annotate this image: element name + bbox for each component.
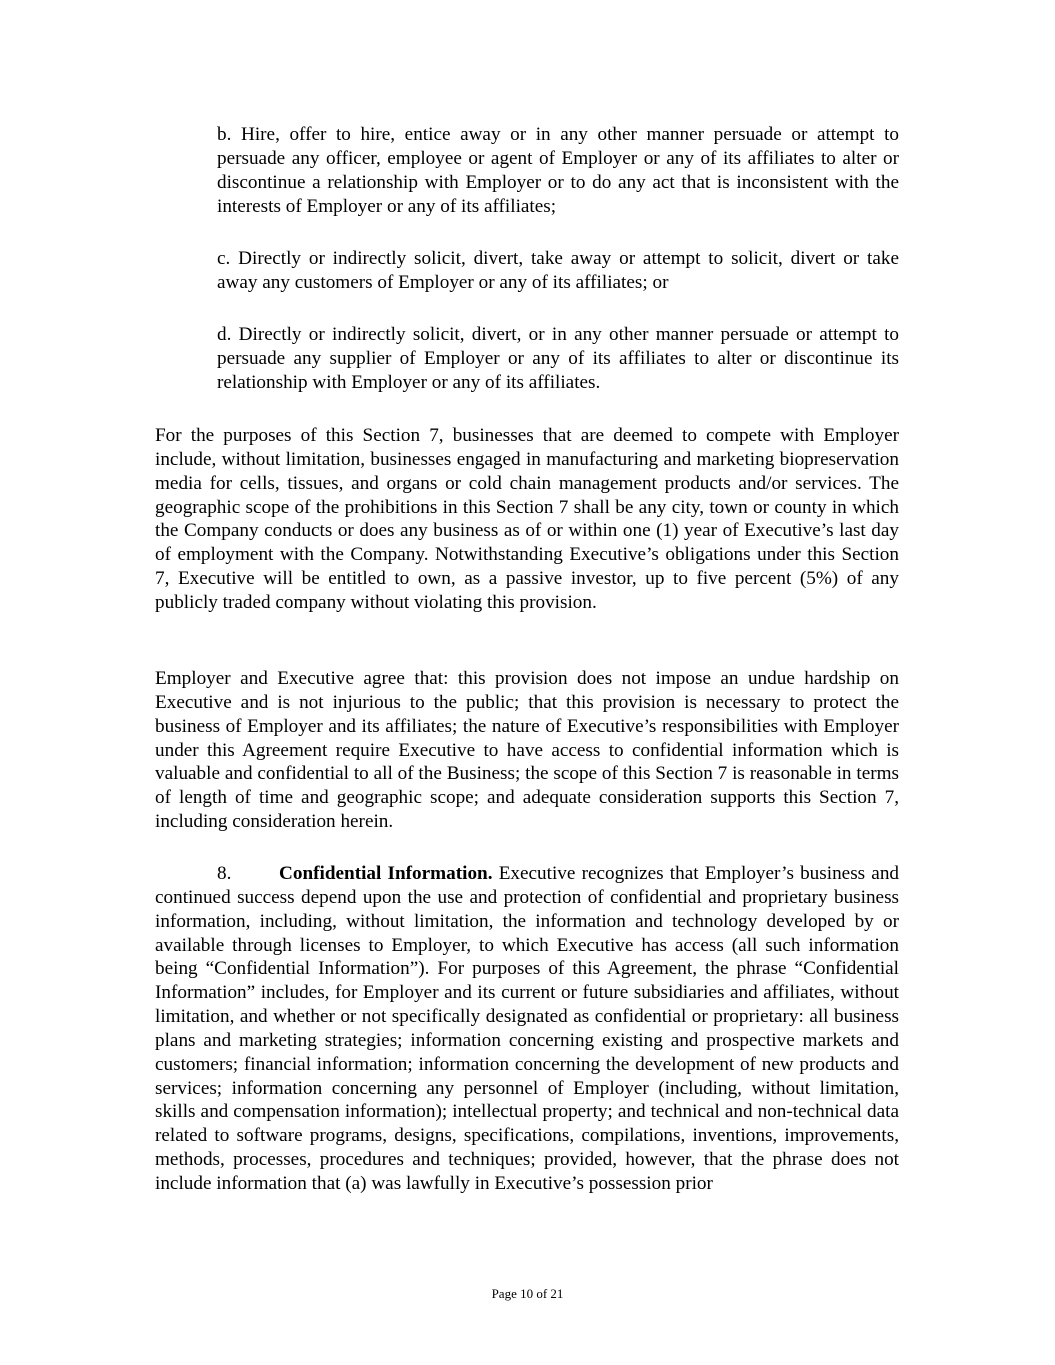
section-heading: Confidential Information. (279, 863, 493, 884)
section-body-text: Executive recognizes that Employer’s business and continued success depend upon the use and protection of confidential and proprietary business information, including, without limitation, the information and technology developed by or available through licenses to Employer, to which Executive has access (all such information being “Confidential Information”). For purposes of this Agreement, the phrase “Confidential Information” includes, for Employer and its current or future subsidiaries and affiliates, without limitation, and whether or not specifically designated as confidential or proprietary: all business plans and marketing strategies; information concerning existing and prospective markets and customers; financial information; information concerning the development of new products and services; information concerning any personnel of Employer (including, without limitation, skills and compensation information); intellectual property; and technical and non-technical data related to software programs, designs, specifications, compilations, inventions, improvements, methods, processes, procedures and techniques; provided, however, that the phrase does not include information that (a) was lawfully in Executive’s possession prior (155, 863, 900, 1194)
page-footer: Page 10 of 21 (491, 1286, 564, 1301)
clause-c-paragraph: c. Directly or indirectly solicit, divert, take away or attempt to solicit, divert or take away any customers of Employer or any of its affiliates; or (217, 248, 899, 293)
section-8-paragraph (155, 862, 899, 1196)
clause-b-paragraph: b. Hire, offer to hire, entice away or in any other manner persuade or attempt to persuade any officer, employee or agent of Employer or any of its affiliates to alter or discontinue a relationship with Employer or to do any act that is inconsistent with the interests of Employer or any of its affiliates; (217, 124, 899, 217)
section-7-agreement-paragraph: Employer and Executive agree that: this provision does not impose an undue hardship on Executive and is not injurious to the public; that this provision is necessary to protect the business of Employer and its affiliates; the nature of Executive’s responsibilities with Employer under this Agreement require Executive to have access to confidential information which is valuable and confidential to all of the Business; the scope of this Section 7 is reasonable in terms of length of time and geographic scope; and adequate consideration supports this Section 7, including consideration herein. (155, 668, 899, 833)
clause-d-paragraph: d. Directly or indirectly solicit, divert, or in any other manner persuade or attempt to persuade any supplier of Employer or any of its affiliates to alter or discontinue its relationship with Employer or any of its affiliates. (217, 324, 899, 393)
section-number: 8. (217, 863, 232, 884)
section-7-scope-paragraph: For the purposes of this Section 7, businesses that are deemed to compete with Employer include, without limitation, businesses engaged in manufacturing and marketing biopreservation media for cells, tissues, and organs or cold chain management products and/or services. The geographic scope of the prohibitions in this Section 7 shall be any city, town or county in which the Company conducts or does any business as of or within one (1) year of Executive’s last day of employment with the Company. Notwithstanding Executive’s obligations under this Section 7, Executive will be entitled to own, as a passive investor, up to five percent (5%) of any publicly traded company without violating this provision. (155, 425, 899, 613)
